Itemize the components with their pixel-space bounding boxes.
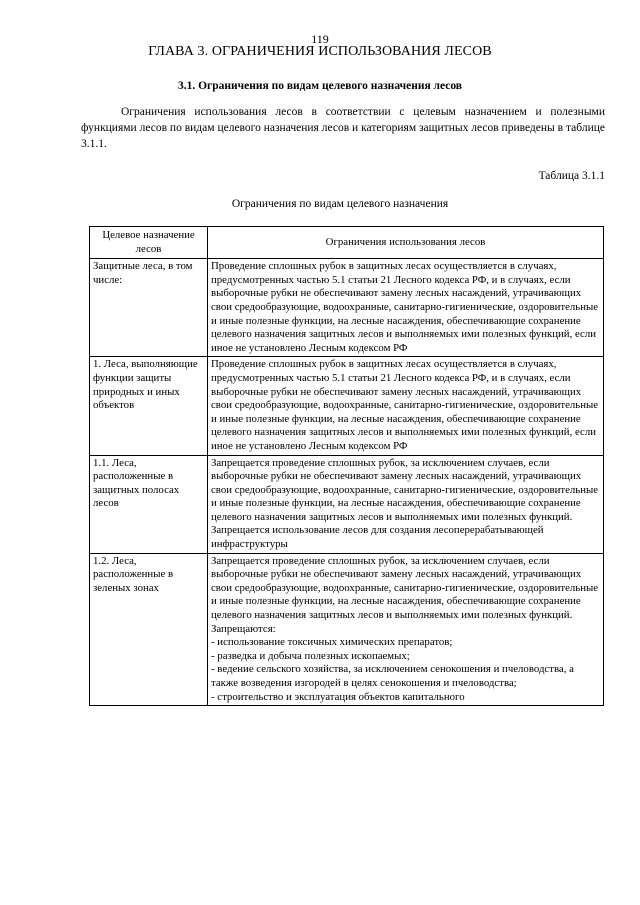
list-item: - строительство и эксплуатация объектов капитального xyxy=(211,690,465,703)
chapter-title: ГЛАВА 3. ОГРАНИЧЕНИЯ ИСПОЛЬЗОВАНИЯ ЛЕСОВ xyxy=(148,44,492,59)
restriction-paragraph: Запрещается использование лесов для создания лесоперерабатывающей инфраструктуры xyxy=(211,524,544,551)
table-number: Таблица 3.1.1 xyxy=(538,170,605,182)
restrictions-table xyxy=(89,226,604,706)
intro-paragraph: Ограничения использования лесов в соответствии с целевым назначением и полезными функциями лесов по видам целевого назначения лесов и категориям защитных лесов приведены в таблице 3.1.1. xyxy=(81,106,605,150)
table-row xyxy=(90,259,604,357)
restriction-paragraph: Запрещаются: xyxy=(211,622,276,635)
page-number: 119 xyxy=(311,32,329,46)
table-header-row xyxy=(90,227,604,259)
section-title: 3.1. Ограничения по видам целевого назначения лесов xyxy=(177,80,463,92)
row-category: 1.1. Леса, расположенные в защитных полосах лесов xyxy=(90,455,208,553)
row-category: 1.2. Леса, расположенные в зеленых зонах xyxy=(90,553,208,706)
restriction-paragraph: Запрещается проведение сплошных рубок, за исключением случаев, если выборочные рубки не обеспечивают замену лесных насаждений, утрачивающих свои средообразующие, водоохранные, санитарно-гигиенические, оздоровительные и иные полезные функции, на лесные насаждения, обеспечивающие сохранение целевого назначения защитных лесов и выполняемых ими полезных функций. xyxy=(211,456,599,523)
row-restriction xyxy=(208,553,604,706)
table-row xyxy=(90,455,604,553)
table-caption: Ограничения по видам целевого назначения xyxy=(231,198,449,210)
header-purpose: Целевое назначение лесов xyxy=(90,227,208,259)
row-category: 1. Леса, выполняющие функции защиты природных и иных объектов xyxy=(90,357,208,455)
row-restriction xyxy=(208,455,604,553)
table-row xyxy=(90,357,604,455)
list-item: - разведка и добыча полезных ископаемых; xyxy=(211,649,410,662)
row-restriction: Проведение сплошных рубок в защитных лесах осуществляется в случаях, предусмотренных частью 5.1 статьи 21 Лесного кодекса РФ, и в случаях, если выборочные рубки не обеспечивают замену лесных насаждений, утрачивающих свои средообразующие, водоохранные, санитарно-гигиенические, оздоровительные и иные полезные функции, на лесные насаждения, обеспечивающие сохранение целевого назначения защитных лесов и выполняемых ими полезных функций, если иное не установлено Лесным кодексом РФ xyxy=(208,357,604,455)
header-restrictions: Ограничения использования лесов xyxy=(208,227,604,259)
row-category: Защитные леса, в том числе: xyxy=(90,259,208,357)
list-item: - ведение сельского хозяйства, за исключением сенокошения и пчеловодства, а также возведения изгородей в целях сенокошения и пчеловодства; xyxy=(211,663,574,689)
row-restriction: Проведение сплошных рубок в защитных лесах осуществляется в случаях, предусмотренных частью 5.1 статьи 21 Лесного кодекса РФ, и в случаях, если выборочные рубки не обеспечивают замену лесных насаждений, утрачивающих свои средообразующие, водоохранные, санитарно-гигиенические, оздоровительные и иные полезные функции, на лесные насаждения, обеспечивающие сохранение целевого назначения защитных лесов и выполняемых ими полезных функций, если иное не установлено Лесным кодексом РФ xyxy=(208,259,604,357)
table-row xyxy=(90,553,604,706)
list-item: - использование токсичных химических препаратов; xyxy=(211,636,453,649)
restriction-paragraph: Запрещается проведение сплошных рубок, за исключением случаев, если выборочные рубки не обеспечивают замену лесных насаждений, утрачивающих свои средообразующие, водоохранные, санитарно-гигиенические, оздоровительные и иные полезные функции, на лесные насаждения, обеспечивающие сохранение целевого назначения защитных лесов и выполняемых ими полезных функций. xyxy=(211,554,599,622)
